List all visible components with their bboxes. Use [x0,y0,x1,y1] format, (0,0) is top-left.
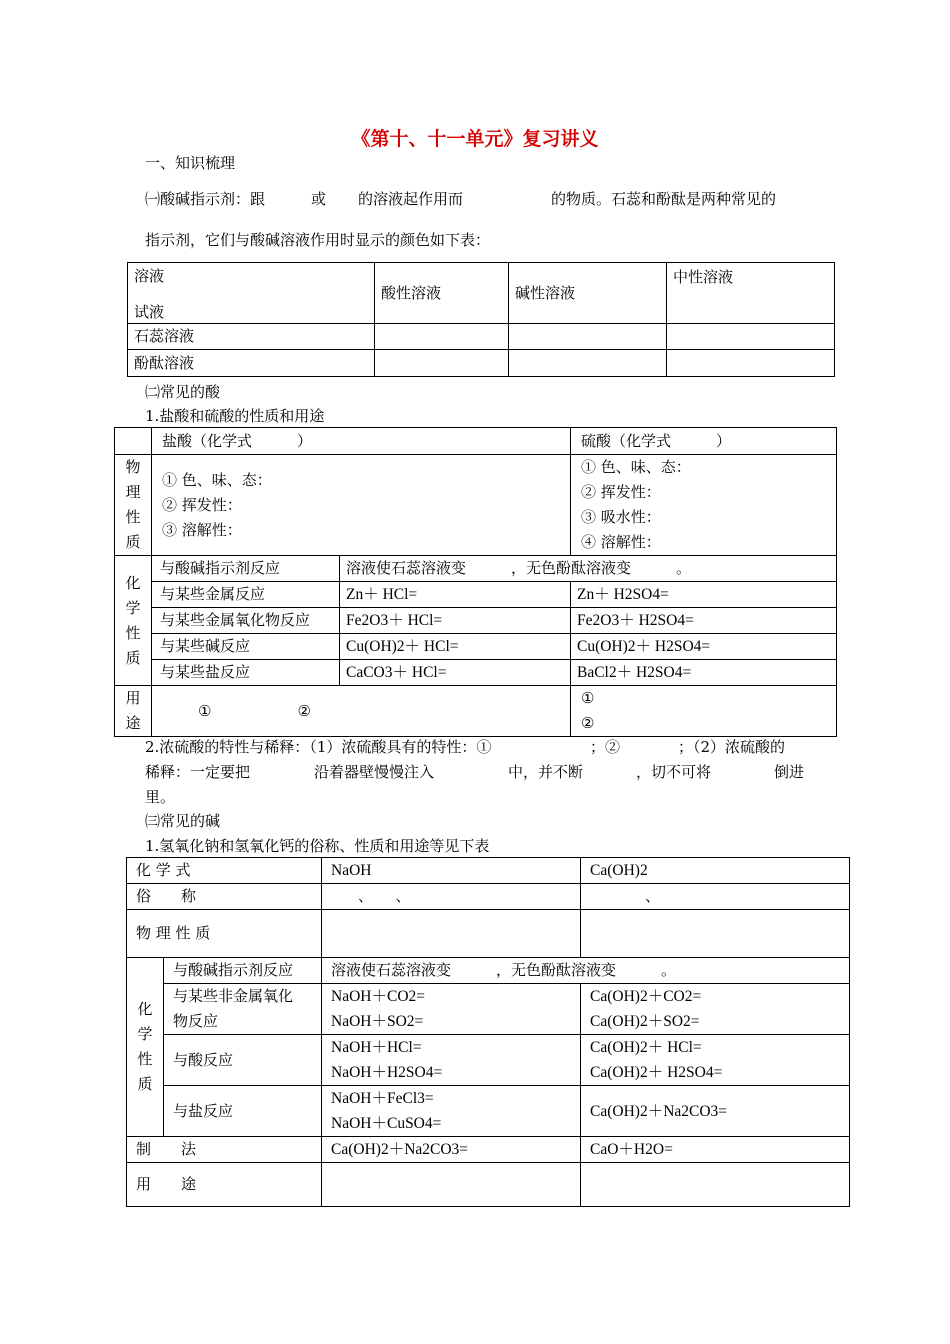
reaction-name: 与酸碱指示剂反应 [152,556,340,582]
reaction-name: 与某些碱反应 [152,634,340,660]
alias-label: 俗 称 [127,884,322,910]
naoh-formula: NaOH＋CO2= NaOH＋SO2= [322,984,581,1035]
hcl-formula: CaCO3＋ HCl= [340,660,571,686]
h2so4-header: 硫酸（化学式 ） [571,428,837,455]
paragraph-text: ；② [590,738,621,756]
subsection-heading: ㈢常见的碱 [145,812,221,830]
formula-label: 化 学 式 [127,858,322,884]
caoh2-formula: Ca(OH)2＋ HCl= Ca(OH)2＋ H2SO4= [581,1035,850,1086]
header-base: 碱性溶液 [509,263,667,324]
caoh2-formula: Ca(OH)2 [581,858,850,884]
paragraph-text: 2.浓硫酸的特性与稀释：（1）浓硫酸具有的特性：① [145,738,492,756]
hcl-header: 盐酸（化学式 ） [152,428,571,455]
paragraph-text: ，切不可将 [636,763,712,781]
h2so4-physical: ① 色、味、态： ② 挥发性： ③ 吸水性： ④ 溶解性： [571,455,837,556]
header-neutral: 中性溶液 [667,263,835,324]
header-acid: 酸性溶液 [375,263,509,324]
h2so4-formula: Fe2O3＋ H2SO4= [571,608,837,634]
corner-bottom-label: 试液 [134,303,165,321]
paragraph-text: 的溶液起作用而 [358,190,464,208]
paragraph-text: 或 [311,190,327,208]
indicator-text: 溶液使石蕊溶液变 ，无色酚酞溶液变 。 [340,556,837,582]
prep-label: 制 法 [127,1137,322,1163]
paragraph-text: 稀释：一定要把 [145,763,251,781]
caoh2-formula: Ca(OH)2＋CO2= Ca(OH)2＋SO2= [581,984,850,1035]
h2so4-formula: Cu(OH)2＋ H2SO4= [571,634,837,660]
hcl-formula: Cu(OH)2＋ HCl= [340,634,571,660]
acid-table [114,427,837,737]
hcl-formula: Zn＋ HCl= [340,582,571,608]
reaction-name: 与盐反应 [164,1086,322,1137]
reaction-name: 与某些金属反应 [152,582,340,608]
reaction-name: 与某些盐反应 [152,660,340,686]
paragraph-text: 的物质。石蕊和酚酞是两种常见的 [551,190,777,208]
row-label: 石蕊溶液 [128,324,375,350]
chemical-label: 化 学 性 质 [115,556,152,686]
paragraph-text: ㈠酸碱指示剂：跟 [145,190,266,208]
page-title: 《第十、十一单元》复习讲义 [351,128,599,150]
paragraph-text: 倒进 [774,763,805,781]
naoh-formula: NaOH＋HCl= NaOH＋H2SO4= [322,1035,581,1086]
h2so4-use: ① ② [571,686,837,737]
hcl-use: ① ② [152,686,571,737]
caoh2-formula: Ca(OH)2＋Na2CO3= [581,1086,850,1137]
reaction-name: 与酸反应 [164,1035,322,1086]
subsection-heading: ㈡常见的酸 [145,383,221,401]
h2so4-formula: Zn＋ H2SO4= [571,582,837,608]
indicator-text: 溶液使石蕊溶液变 ，无色酚酞溶液变 。 [322,958,850,984]
reaction-name: 与某些非金属氧化 物反应 [164,984,322,1035]
hcl-physical: ① 色、味、态： ② 挥发性： ③ 溶解性： [152,455,571,556]
reaction-name: 与酸碱指示剂反应 [164,958,322,984]
subsection-heading: 1.氢氧化钠和氢氧化钙的俗称、性质和用途等见下表 [145,837,490,855]
naoh-formula: NaOH [322,858,581,884]
base-table [126,857,850,1207]
physical-label: 物 理 性 质 [115,455,152,556]
reaction-name: 与某些金属氧化物反应 [152,608,340,634]
caoh2-prep: CaO＋H2O= [581,1137,850,1163]
indicator-table [127,262,835,377]
h2so4-formula: BaCl2＋ H2SO4= [571,660,837,686]
physical-label: 物 理 性 质 [127,910,322,958]
caoh2-alias: 、 [581,884,850,910]
subsection-heading: 1.盐酸和硫酸的性质和用途 [145,407,325,425]
section-heading: 一、知识梳理 [145,154,236,172]
naoh-alias: 、 、 [322,884,581,910]
paragraph-text: 指示剂，它们与酸碱溶液作用时显示的颜色如下表： [145,231,491,249]
naoh-formula: NaOH＋FeCl3= NaOH＋CuSO4= [322,1086,581,1137]
chemical-label: 化 学 性 质 [127,958,164,1137]
use-label: 用 途 [115,686,152,737]
hcl-formula: Fe2O3＋ HCl= [340,608,571,634]
paragraph-text: ；（2）浓硫酸的 [678,738,786,756]
paragraph-text: 里。 [145,788,176,806]
paragraph-text: 沿着器壁慢慢注入 [314,763,435,781]
use-label: 用 途 [127,1163,322,1207]
naoh-prep: Ca(OH)2＋Na2CO3= [322,1137,581,1163]
paragraph-text: 中，并不断 [508,763,584,781]
row-label: 酚酞溶液 [128,350,375,377]
corner-top-label: 溶液 [134,267,165,285]
